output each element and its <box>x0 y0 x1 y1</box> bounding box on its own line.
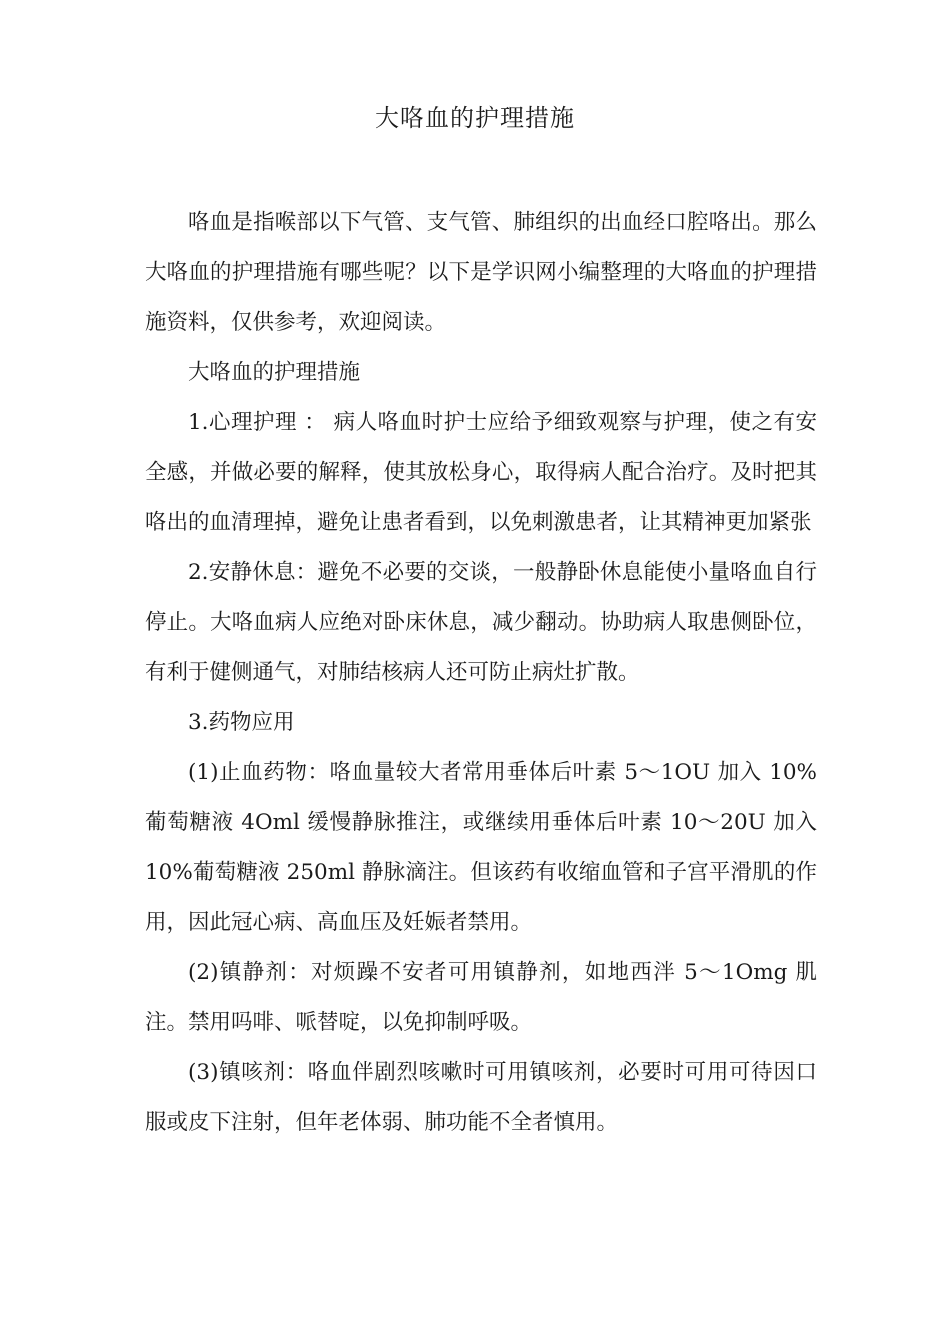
document-body <box>145 198 817 1148</box>
section-heading: 大咯血的护理措施 <box>188 360 361 385</box>
paragraph-psychological-care: 1.心理护理 ： 病人咯血时护士应给予细致观察与护理，使之有安全感，并做必要的解释，使其放松身心，取得病人配合治疗。及时把其咯出的血清理掉，避免让患者看到，以免刺激患者，让其精神更加紧张 <box>145 410 817 535</box>
document-title: 大咯血的护理措施 <box>375 104 575 132</box>
paragraph-rest: 2.安静休息：避免不必要的交谈，一般静卧休息能使小量咯血自行停止。大咯血病人应绝对卧床休息，减少翻动。协助病人取患侧卧位，有利于健侧通气，对肺结核病人还可防止病灶扩散。 <box>145 560 817 685</box>
paragraph-hemostatic-drugs: (1)止血药物：咯血量较大者常用垂体后叶素 5～1OU 加入 10%葡萄糖液 4Oml 缓慢静脉推注，或继续用垂体后叶素 10～20U 加入 10%葡萄糖液 250ml 静脉滴注。但该药有收缩血管和子宫平滑肌的作用，因此冠心病、高血压及妊娠者禁用。 <box>145 760 817 935</box>
paragraph-sedatives: (2)镇静剂：对烦躁不安者可用镇静剂，如地西泮 5～1Omg 肌注。禁用吗啡、哌替啶，以免抑制呼吸。 <box>145 960 817 1035</box>
paragraph-antitussives: (3)镇咳剂：咯血伴剧烈咳嗽时可用镇咳剂，必要时可用可待因口服或皮下注射，但年老体弱、肺功能不全者慎用。 <box>145 1060 817 1135</box>
intro-paragraph: 咯血是指喉部以下气管、支气管、肺组织的出血经口腔咯出。那么大咯血的护理措施有哪些呢？以下是学识网小编整理的大咯血的护理措施资料，仅供参考，欢迎阅读。 <box>145 210 817 335</box>
paragraph-medication-heading: 3.药物应用 <box>188 710 295 735</box>
